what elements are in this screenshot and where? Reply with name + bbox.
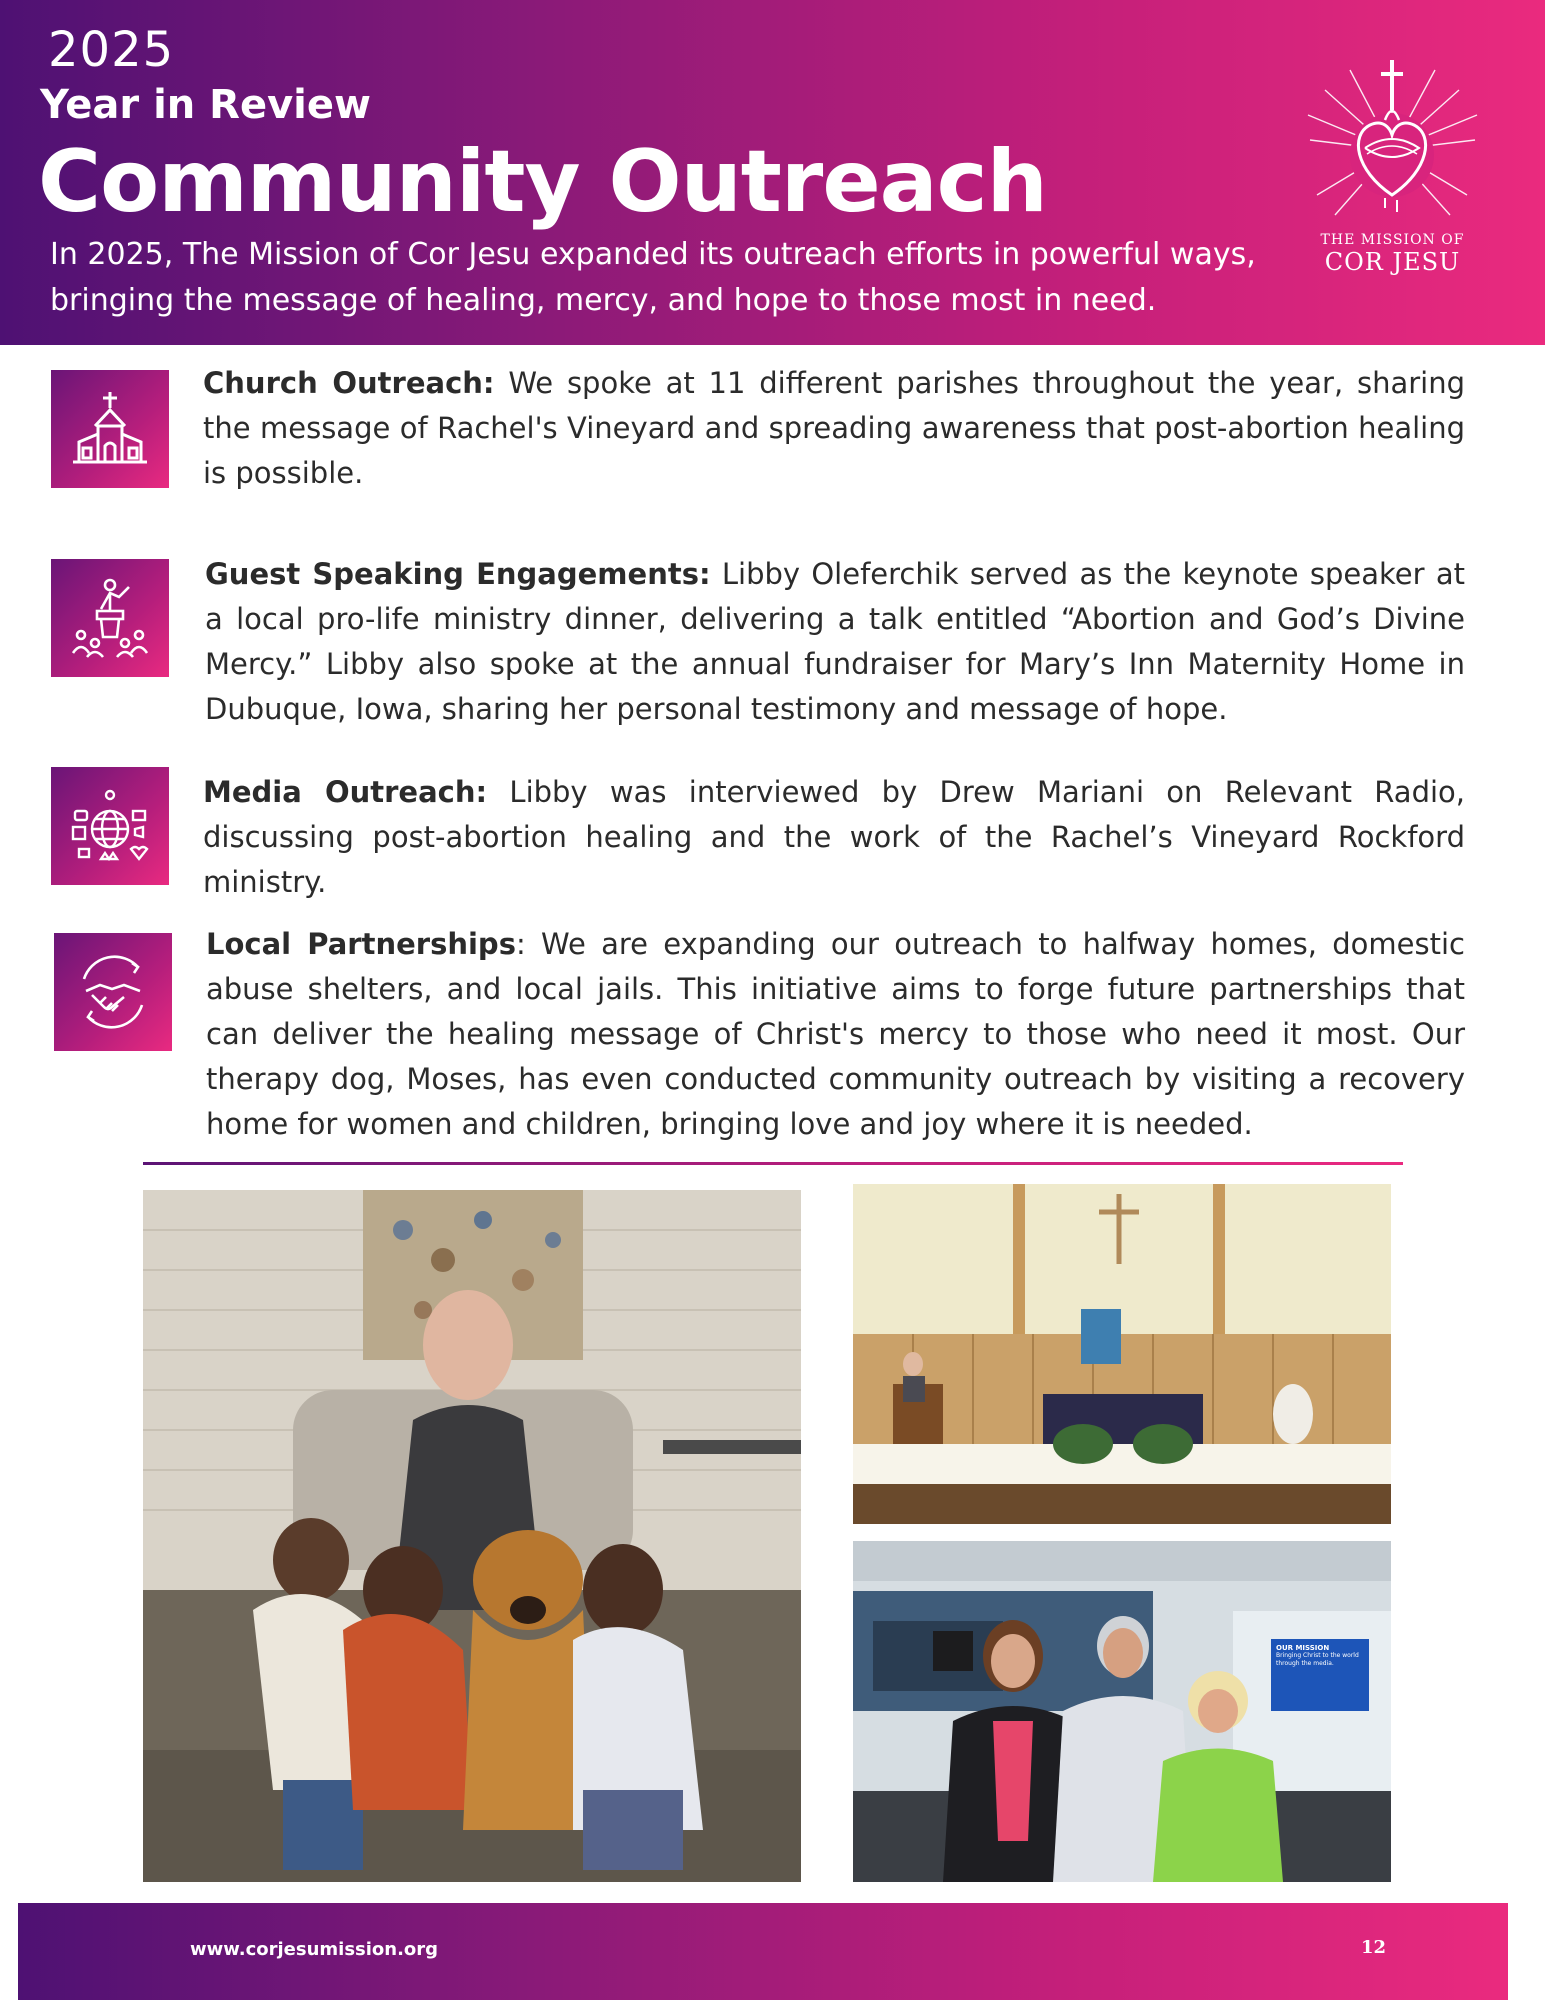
church-icon (67, 386, 153, 472)
handshake-icon (70, 949, 156, 1035)
local-partnerships-section (206, 922, 1465, 1147)
studio-screen-title: OUR MISSION (1276, 1644, 1330, 1652)
studio-screen-text: Bringing Christ to the world through the media. (1276, 1652, 1359, 1667)
church-sanctuary-photo (853, 1184, 1391, 1524)
cor-jesu-logo (1305, 30, 1480, 280)
church-outreach-section (203, 361, 1465, 496)
church-outreach-icon-box (51, 370, 169, 488)
global-media-icon (67, 783, 153, 869)
church-outreach-heading: Church Outreach: (203, 366, 495, 400)
media-outreach-icon-box (51, 767, 169, 885)
page-number: 12 (1361, 1937, 1387, 1958)
footer-bar (18, 1903, 1508, 2000)
header-banner (0, 0, 1545, 345)
footer-website-link[interactable]: www.corjesumission.org (190, 1939, 439, 1960)
page-title: Community Outreach (38, 132, 1047, 232)
media-outreach-text: Libby was interviewed by Drew Mariani on Relevant Radio, discussing post-abortion healing and the work of the Rachel’s Vineyard Rockford ministry. (203, 775, 1465, 899)
header-year: 2025 (48, 22, 175, 78)
header-intro: In 2025, The Mission of Cor Jesu expanded its outreach efforts in powerful ways, bringing the message of healing, mercy, and hope to those most in need. (50, 237, 1256, 318)
logo-text-main: COR JESU (1324, 248, 1461, 276)
sacred-heart-icon (1305, 30, 1480, 230)
media-outreach-heading: Media Outreach: (203, 775, 488, 809)
studio-screen (1276, 1644, 1366, 1668)
local-partnerships-text: : We are expanding our outreach to halfway homes, domestic abuse shelters, and local jails. This initiative aims to forge future partnerships that can deliver the healing message of Christ's mercy to those who need it most. Our therapy dog, Moses, has even conducted community outreach by visiting a recovery home for women and children, bringing love and joy where it is needed. (206, 927, 1465, 1141)
therapy-dog-photo (143, 1190, 801, 1882)
radio-studio-photo (853, 1541, 1391, 1882)
guest-speaking-heading: Guest Speaking Engagements: (205, 557, 711, 591)
local-partnerships-icon-box (54, 933, 172, 1051)
guest-speaking-section (205, 552, 1465, 732)
media-outreach-section (203, 770, 1465, 905)
guest-speaking-icon-box (51, 559, 169, 677)
local-partnerships-heading: Local Partnerships (206, 927, 516, 961)
church-outreach-text: We spoke at 11 different parishes throughout the year, sharing the message of Rachel's Vineyard and spreading awareness that post-abortion healing is possible. (203, 366, 1465, 490)
speaker-podium-icon (67, 575, 153, 661)
header-subtitle: Year in Review (40, 82, 371, 128)
section-divider (143, 1162, 1403, 1165)
logo-text-top: THE MISSION OF (1320, 232, 1465, 248)
guest-speaking-text: Libby Oleferchik served as the keynote speaker at a local pro-life ministry dinner, delivering a talk entitled “Abortion and God’s Divine Mercy.” Libby also spoke at the annual fundraiser for Mary’s Inn Maternity Home in Dubuque, Iowa, sharing her personal testimony and message of hope. (205, 557, 1465, 726)
